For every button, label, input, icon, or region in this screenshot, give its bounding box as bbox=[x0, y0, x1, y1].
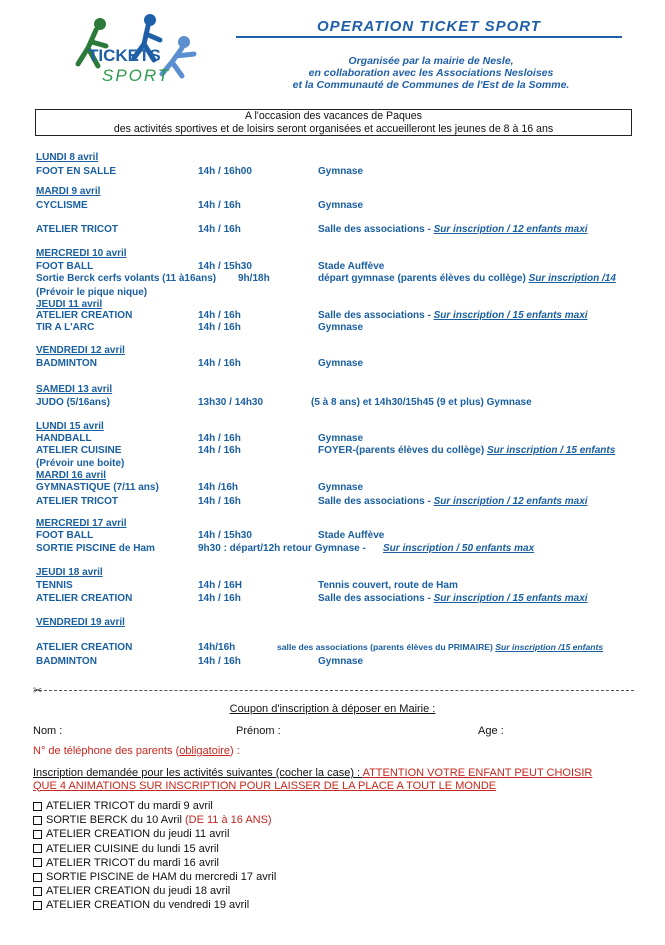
schedule-activity: ATELIER CREATION bbox=[36, 642, 133, 653]
schedule-activity: HANDBALL bbox=[36, 433, 92, 444]
schedule-location bbox=[318, 580, 458, 591]
checkbox[interactable] bbox=[33, 873, 42, 882]
checkbox[interactable] bbox=[33, 887, 42, 896]
schedule-day: VENDREDI 12 avril bbox=[36, 345, 125, 356]
schedule-activity: TENNIS bbox=[36, 580, 73, 591]
schedule-activity: GYMNASTIQUE (7/11 ans) bbox=[36, 482, 159, 493]
schedule-activity: BADMINTON bbox=[36, 358, 97, 369]
option-label: SORTIE PISCINE de HAM du mercredi 17 avril bbox=[46, 871, 277, 883]
checkbox[interactable] bbox=[33, 802, 42, 811]
schedule-time: 14h / 16h bbox=[198, 593, 241, 604]
activity-option[interactable] bbox=[33, 800, 213, 812]
registration-note: Sur inscription / 15 enfants bbox=[486, 445, 616, 456]
schedule-location bbox=[318, 322, 363, 333]
schedule-place: Salle des associations - bbox=[318, 310, 434, 321]
schedule-location bbox=[318, 496, 588, 507]
schedule-time: 14h / 16h bbox=[198, 358, 241, 369]
schedule-day: LUNDI 8 avril bbox=[36, 152, 99, 163]
registration-note: Sur inscription / 15 enfants maxi bbox=[433, 593, 588, 604]
schedule-location bbox=[318, 482, 363, 493]
intro-line-2: des activités sportives et de loisirs seront organisées et accueilleront les jeunes de 8 à 16 ans bbox=[113, 122, 554, 135]
schedule-place: Salle des associations - bbox=[318, 224, 434, 235]
schedule-activity: FOOT BALL bbox=[36, 530, 94, 541]
schedule-activity: Sortie Berck cerfs volants (11 à16ans) bbox=[36, 273, 217, 284]
coupon-title: Coupon d'inscription à déposer en Mairie : bbox=[229, 703, 436, 715]
schedule-place: Stade Auffève bbox=[318, 261, 385, 272]
schedule-location bbox=[318, 200, 363, 211]
schedule-location bbox=[383, 543, 534, 554]
warning-line-1: ATTENTION VOTRE ENFANT PEUT CHOISIR bbox=[362, 767, 593, 779]
schedule-activity: ATELIER CREATION bbox=[36, 310, 133, 321]
option-label: ATELIER CREATION du jeudi 11 avril bbox=[46, 828, 230, 841]
schedule-location bbox=[318, 273, 616, 284]
schedule-location bbox=[318, 310, 588, 321]
schedule-location bbox=[318, 166, 363, 177]
checkbox[interactable] bbox=[33, 830, 42, 839]
schedule-time: 14h/16h bbox=[198, 642, 236, 653]
option-label: ATELIER CUISINE du lundi 15 avril bbox=[46, 842, 219, 855]
checkbox[interactable] bbox=[33, 901, 42, 910]
subtitle-line-1: Organisée par la mairie de Nesle, bbox=[348, 55, 514, 67]
schedule-location bbox=[311, 397, 532, 408]
schedule-place: (5 à 8 ans) et 14h30/15h45 (9 et plus) Gymnase bbox=[311, 397, 532, 408]
registration-note: Sur inscription /15 enfants bbox=[495, 642, 604, 652]
logo-text-sport: SPORT bbox=[102, 66, 171, 85]
option-label: ATELIER TRICOT du mardi 9 avril bbox=[46, 800, 213, 812]
schedule-time: 14h /16h bbox=[198, 482, 239, 493]
schedule-time: 14h / 15h30 bbox=[198, 530, 252, 541]
registration-note: Sur inscription /14 bbox=[528, 273, 616, 284]
scissors-icon: ✂ bbox=[33, 685, 43, 697]
registration-note: Sur inscription / 15 enfants maxi bbox=[433, 310, 588, 321]
schedule-place: Salle des associations - bbox=[318, 593, 434, 604]
schedule-location bbox=[318, 593, 588, 604]
telephone-obligatoire: obligatoire bbox=[179, 745, 231, 757]
schedule-location bbox=[318, 530, 384, 541]
subtitle-line-2: en collaboration avec les Associations Nesloises bbox=[308, 67, 554, 79]
option-label: ATELIER TRICOT du mardi 16 avril bbox=[46, 856, 219, 869]
registration-note: Sur inscription / 12 enfants maxi bbox=[433, 496, 588, 507]
schedule-day: JEUDI 18 avril bbox=[36, 567, 103, 578]
schedule-time: 14h / 16h bbox=[198, 322, 241, 333]
schedule-time: 9h/18h bbox=[238, 273, 270, 284]
tickets-sport-logo bbox=[52, 14, 202, 94]
schedule-time: 14h / 15h30 bbox=[198, 261, 252, 272]
prenom-label: Prénom : bbox=[236, 725, 281, 737]
schedule-place: Gymnase bbox=[318, 433, 364, 444]
telephone-suffix: ) : bbox=[230, 745, 240, 757]
registration-note: Sur inscription / 12 enfants maxi bbox=[433, 224, 588, 235]
schedule-time: 13h30 / 14h30 bbox=[198, 397, 264, 408]
cut-line bbox=[34, 690, 634, 691]
schedule-place: Gymnase bbox=[318, 200, 364, 211]
schedule-location bbox=[318, 656, 363, 667]
schedule-place: Gymnase bbox=[318, 322, 364, 333]
instructions-text: Inscription demandée pour les activités suivantes (cocher la case) : bbox=[33, 767, 363, 779]
age-label: Age : bbox=[478, 725, 504, 737]
schedule-time: 14h / 16h bbox=[198, 200, 241, 211]
schedule-time: 14h / 16h00 bbox=[198, 166, 252, 177]
schedule-time: 14h / 16h bbox=[198, 310, 241, 321]
schedule-location bbox=[318, 261, 384, 272]
schedule-activity: FOOT BALL bbox=[36, 261, 94, 272]
activity-option[interactable] bbox=[33, 857, 219, 869]
schedule-place: Gymnase bbox=[318, 358, 364, 369]
schedule-activity: (Prévoir le pique nique) bbox=[36, 287, 148, 298]
registration-note: Sur inscription / 50 enfants max bbox=[383, 543, 535, 554]
schedule-day: VENDREDI 19 avril bbox=[36, 617, 125, 628]
checkbox[interactable] bbox=[33, 858, 42, 867]
schedule-activity: ATELIER CUISINE bbox=[36, 445, 122, 456]
checkbox[interactable] bbox=[33, 844, 42, 853]
schedule-time: 14h / 16h bbox=[198, 433, 241, 444]
schedule-place: départ gymnase (parents élèves du collège) bbox=[318, 273, 529, 284]
schedule-activity: TIR A L'ARC bbox=[36, 322, 95, 333]
schedule-activity: ATELIER TRICOT bbox=[36, 496, 119, 507]
page-title: OPERATION TICKET SPORT bbox=[236, 18, 622, 38]
schedule-location bbox=[318, 445, 615, 456]
schedule-time: 14h / 16h bbox=[198, 224, 241, 235]
activity-option[interactable] bbox=[33, 885, 230, 897]
activity-option[interactable] bbox=[33, 843, 219, 855]
schedule-place: salle des associations (parents élèves du PRIMAIRE) bbox=[277, 642, 496, 652]
option-label: SORTIE BERCK du 10 Avril bbox=[46, 814, 185, 827]
activity-option[interactable] bbox=[33, 899, 249, 911]
telephone-prefix: N° de téléphone des parents ( bbox=[33, 745, 180, 757]
schedule-time: 14h / 16h bbox=[198, 496, 241, 507]
instructions bbox=[33, 767, 592, 792]
option-label: ATELIER CREATION du jeudi 18 avril bbox=[46, 885, 231, 898]
schedule-location bbox=[318, 358, 363, 369]
schedule-time: 14h / 16H bbox=[198, 580, 242, 591]
logo-text-tickets: TICKETS bbox=[88, 46, 161, 65]
schedule-day: MARDI 16 avril bbox=[36, 470, 107, 481]
schedule-time: 14h / 16h bbox=[198, 445, 241, 456]
schedule-place: Gymnase bbox=[318, 482, 364, 493]
nom-label: Nom : bbox=[33, 725, 63, 737]
schedule-activity: SORTIE PISCINE de Ham bbox=[36, 543, 155, 554]
checkbox[interactable] bbox=[33, 816, 42, 825]
subtitle-line-3: et la Communauté de Communes de l'Est de la Somme. bbox=[292, 79, 570, 91]
schedule-place: FOYER-(parents élèves du collège) bbox=[318, 445, 487, 456]
option-age-note: (DE 11 à 16 ANS) bbox=[184, 814, 272, 827]
schedule-activity: (Prévoir une boite) bbox=[36, 458, 125, 469]
schedule-day: MERCREDI 17 avril bbox=[36, 518, 127, 529]
activity-option[interactable] bbox=[33, 814, 272, 826]
schedule-location bbox=[277, 642, 603, 652]
schedule-day: MERCREDI 10 avril bbox=[36, 248, 127, 259]
schedule-location bbox=[318, 433, 363, 444]
activity-option[interactable] bbox=[33, 871, 276, 883]
option-label: ATELIER CREATION du vendredi 19 avril bbox=[46, 899, 250, 912]
activity-option[interactable] bbox=[33, 828, 229, 840]
schedule-activity: BADMINTON bbox=[36, 656, 97, 667]
schedule-place: Gymnase bbox=[318, 166, 364, 177]
schedule-activity: ATELIER CREATION bbox=[36, 593, 133, 604]
intro-line-1: A l'occasion des vacances de Paques bbox=[245, 110, 422, 122]
schedule-place: Gymnase bbox=[318, 656, 364, 667]
schedule-activity: FOOT EN SALLE bbox=[36, 166, 116, 177]
schedule-place: Tennis couvert, route de Ham bbox=[318, 580, 458, 591]
schedule-place: Salle des associations - bbox=[318, 496, 434, 507]
schedule-day: SAMEDI 13 avril bbox=[36, 384, 113, 395]
schedule-day: LUNDI 15 avril bbox=[36, 421, 104, 432]
schedule-activity: ATELIER TRICOT bbox=[36, 224, 119, 235]
schedule-activity: CYCLISME bbox=[36, 200, 88, 211]
schedule-day: JEUDI 11 avril bbox=[36, 299, 103, 310]
schedule-time: 9h30 : départ/12h retour Gymnase - bbox=[198, 543, 366, 554]
schedule-day: MARDI 9 avril bbox=[36, 186, 101, 197]
schedule-place: Stade Auffève bbox=[318, 530, 385, 541]
intro-box bbox=[35, 109, 632, 136]
telephone-label bbox=[33, 745, 240, 757]
schedule-location bbox=[318, 224, 588, 235]
schedule-time: 14h / 16h bbox=[198, 656, 241, 667]
warning-line-2: QUE 4 ANIMATIONS SUR INSCRIPTION POUR LAISSER DE LA PLACE A TOUT LE MONDE bbox=[33, 779, 497, 792]
schedule-activity: JUDO (5/16ans) bbox=[36, 397, 110, 408]
